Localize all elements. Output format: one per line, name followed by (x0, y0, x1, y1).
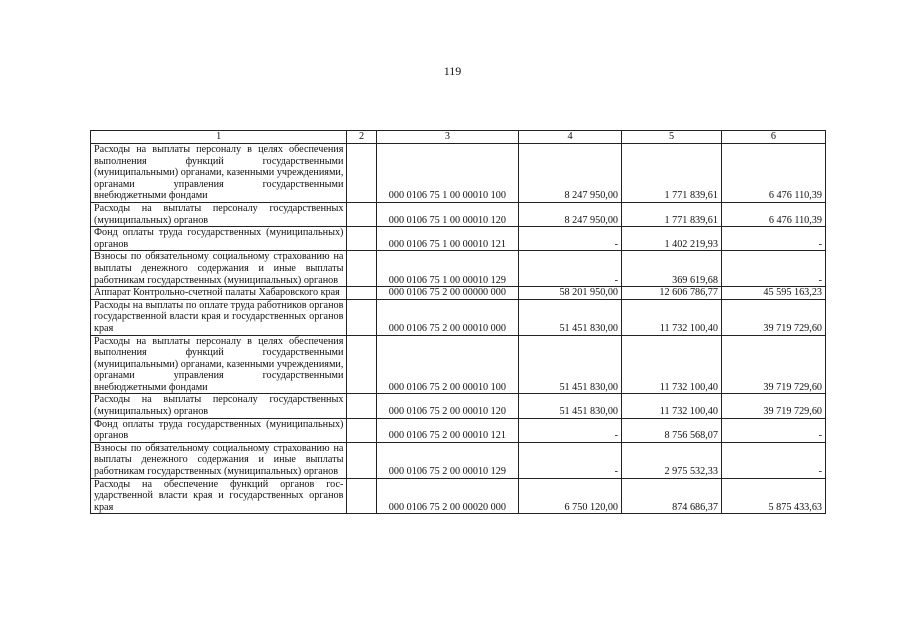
row-approved: - (519, 251, 622, 287)
row-approved: 6 750 120,00 (519, 478, 622, 514)
row-col2 (347, 287, 376, 300)
table-row (91, 251, 826, 287)
column-header-3: 3 (376, 131, 518, 144)
row-remaining: 39 719 729,60 (721, 394, 825, 418)
row-approved: - (519, 227, 622, 251)
table-row (91, 202, 826, 226)
header-row (91, 131, 826, 144)
row-executed: 1 771 839,61 (622, 202, 722, 226)
row-remaining: 6 476 110,39 (721, 202, 825, 226)
row-executed: 11 732 100,40 (622, 394, 722, 418)
row-code: 000 0106 75 2 00 00020 000 (376, 478, 518, 514)
row-remaining: 6 476 110,39 (721, 144, 825, 203)
row-col2 (347, 251, 376, 287)
row-executed: 1 402 219,93 (622, 227, 722, 251)
row-col2 (347, 478, 376, 514)
row-remaining: - (721, 442, 825, 478)
row-executed: 2 975 532,33 (622, 442, 722, 478)
row-description: Расходы на выплаты персоналу в целях обеспечения выполнения функций государственными (муниципальными) органами, казенными учреждениями, органами управления государственными внебюджетными фондами (91, 335, 347, 394)
page-number: 119 (443, 64, 462, 78)
row-description: Расходы на выплаты персоналу государственных (муниципальных) органов (91, 202, 347, 226)
row-code: 000 0106 75 2 00 00010 100 (376, 335, 518, 394)
row-code: 000 0106 75 2 00 00010 120 (376, 394, 518, 418)
table-row (91, 335, 826, 394)
column-header-1: 1 (91, 131, 347, 144)
table-body (91, 144, 826, 514)
row-executed: 874 686,37 (622, 478, 722, 514)
row-col2 (347, 442, 376, 478)
row-remaining: - (721, 418, 825, 442)
table-row (91, 418, 826, 442)
row-code: 000 0106 75 2 00 00010 129 (376, 442, 518, 478)
row-approved: 8 247 950,00 (519, 202, 622, 226)
row-col2 (347, 335, 376, 394)
table-row (91, 478, 826, 514)
row-description: Взносы по обязательному социальному страхованию на выплаты денежного содержания и иные выплаты работникам государственных (муниципальных) органов (91, 251, 347, 287)
row-approved: 51 451 830,00 (519, 299, 622, 335)
row-col2 (347, 418, 376, 442)
column-header-4: 4 (519, 131, 622, 144)
row-col2 (347, 202, 376, 226)
budget-execution-table (90, 130, 826, 514)
row-remaining: 5 875 433,63 (721, 478, 825, 514)
table-row (91, 144, 826, 203)
row-remaining: - (721, 251, 825, 287)
row-remaining: - (721, 227, 825, 251)
row-code: 000 0106 75 1 00 00010 121 (376, 227, 518, 251)
row-description: Расходы на выплаты по оплате труда работников органов государственной власти края и государственных органов края (91, 299, 347, 335)
row-description: Аппарат Контрольно-счетной палаты Хабаровского края (91, 287, 347, 300)
row-executed: 11 732 100,40 (622, 335, 722, 394)
table-row (91, 227, 826, 251)
row-code: 000 0106 75 1 00 00010 129 (376, 251, 518, 287)
row-description: Взносы по обязательному социальному страхованию на выплаты денежного содержания и иные выплаты работникам государственных (муниципальных) органов (91, 442, 347, 478)
row-approved: 8 247 950,00 (519, 144, 622, 203)
row-executed: 1 771 839,61 (622, 144, 722, 203)
row-code: 000 0106 75 1 00 00010 100 (376, 144, 518, 203)
row-description: Фонд оплаты труда государственных (муниципальных) органов (91, 227, 347, 251)
row-remaining: 39 719 729,60 (721, 299, 825, 335)
row-approved: 51 451 830,00 (519, 335, 622, 394)
column-header-2: 2 (347, 131, 376, 144)
column-header-6: 6 (721, 131, 825, 144)
row-approved: 58 201 950,00 (519, 287, 622, 300)
row-executed: 369 619,68 (622, 251, 722, 287)
row-description: Расходы на выплаты персоналу в целях обеспечения выполнения функций государственными (муниципальными) органами, казенными учреждениями, органами управления государственными внебюджетными фондами (91, 144, 347, 203)
table-row (91, 287, 826, 300)
row-col2 (347, 299, 376, 335)
row-code: 000 0106 75 2 00 00000 000 (376, 287, 518, 300)
row-executed: 8 756 568,07 (622, 418, 722, 442)
row-description: Расходы на обеспечение функций органов государственной власти края и государственных органов края (91, 478, 347, 514)
row-executed: 12 606 786,77 (622, 287, 722, 300)
row-approved: - (519, 418, 622, 442)
row-approved: - (519, 442, 622, 478)
row-description: Фонд оплаты труда государственных (муниципальных) органов (91, 418, 347, 442)
row-description: Расходы на выплаты персоналу государственных (муниципальных) органов (91, 394, 347, 418)
column-header-5: 5 (622, 131, 722, 144)
row-approved: 51 451 830,00 (519, 394, 622, 418)
table-header (91, 131, 826, 144)
row-code: 000 0106 75 2 00 00010 121 (376, 418, 518, 442)
table-row (91, 442, 826, 478)
row-col2 (347, 227, 376, 251)
row-col2 (347, 144, 376, 203)
row-remaining: 45 595 163,23 (721, 287, 825, 300)
row-col2 (347, 394, 376, 418)
row-remaining: 39 719 729,60 (721, 335, 825, 394)
row-code: 000 0106 75 2 00 00010 000 (376, 299, 518, 335)
row-code: 000 0106 75 1 00 00010 120 (376, 202, 518, 226)
table-row (91, 299, 826, 335)
table-row (91, 394, 826, 418)
row-executed: 11 732 100,40 (622, 299, 722, 335)
